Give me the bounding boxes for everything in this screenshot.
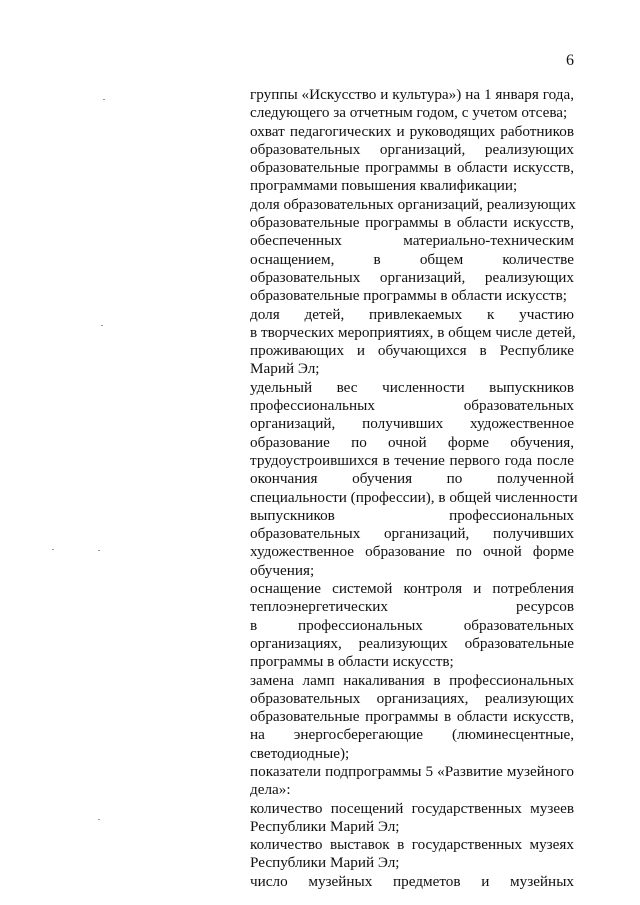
text-line: программы в области искусств; — [250, 653, 454, 671]
scan-speck — [103, 99, 105, 100]
text-line: обеспеченных материально-техническим — [250, 232, 574, 250]
text-line: на энергосберегающие (люминесцентные, — [250, 726, 574, 744]
scan-speck — [98, 550, 100, 551]
text-line: образование по очной форме обучения, — [250, 433, 574, 451]
text-line: профессиональных образовательных — [250, 397, 574, 415]
text-line: светодиодные); — [250, 744, 350, 762]
document-body-text — [250, 86, 578, 891]
text-line: организаций, получивших художественное — [250, 415, 574, 433]
text-line: следующего за отчетным годом, с учетом отсева; — [250, 104, 568, 122]
text-line: замена ламп накаливания в профессиональных — [250, 671, 574, 689]
text-line: трудоустроившихся в течение первого года после — [250, 451, 574, 469]
text-line: доля образовательных организаций, реализующих — [250, 195, 576, 213]
text-line: организациях, реализующих образовательные — [250, 634, 574, 652]
text-line: образовательных организаций, реализующих — [250, 268, 574, 286]
text-line: показатели подпрограммы 5 «Развитие музейного — [250, 762, 574, 780]
text-line: удельный вес численности выпускников — [250, 378, 574, 396]
text-line: специальности (профессии), в общей численности — [250, 488, 578, 506]
text-line: программами повышения квалификации; — [250, 177, 518, 195]
text-line: оснащение системой контроля и потребления — [250, 580, 574, 598]
text-line: в творческих мероприятиях, в общем числе детей, — [250, 323, 576, 341]
text-line: дела»: — [250, 781, 291, 799]
page-number: 6 — [566, 52, 574, 69]
text-line: количество посещений государственных музеев — [250, 799, 574, 817]
text-line: проживающих и обучающихся в Республике — [250, 342, 574, 360]
text-line: окончания обучения по полученной — [250, 470, 574, 488]
text-line: образовательные программы в области искусств, — [250, 708, 574, 726]
text-line: образовательные программы в области искусств, — [250, 214, 574, 232]
scan-speck — [101, 325, 103, 326]
text-line: количество выставок в государственных музеях — [250, 836, 574, 854]
text-line: выпускников профессиональных — [250, 506, 574, 524]
text-line: образовательных организаций, реализующих — [250, 140, 574, 158]
scan-speck — [52, 549, 54, 550]
text-line: охват педагогических и руководящих работников — [250, 122, 574, 140]
text-line: образовательных организаций, получивших — [250, 525, 574, 543]
text-line: доля детей, привлекаемых к участию — [250, 305, 574, 323]
text-line: число музейных предметов и музейных — [250, 872, 574, 890]
text-line: оснащением, в общем количестве — [250, 250, 574, 268]
text-line: образовательных организациях, реализующих — [250, 689, 574, 707]
text-line: Марий Эл; — [250, 360, 320, 378]
scan-speck — [98, 819, 100, 820]
text-line: образовательные программы в области искусств, — [250, 159, 574, 177]
text-line: обучения; — [250, 561, 315, 579]
text-line: в профессиональных образовательных — [250, 616, 574, 634]
text-line: образовательные программы в области искусств; — [250, 287, 568, 305]
text-line: Республики Марий Эл; — [250, 854, 400, 872]
text-line: теплоэнергетических ресурсов — [250, 598, 574, 616]
text-line: Республики Марий Эл; — [250, 817, 400, 835]
text-line: художественное образование по очной форме — [250, 543, 574, 561]
text-line: группы «Искусство и культура») на 1 января года, — [250, 86, 574, 103]
